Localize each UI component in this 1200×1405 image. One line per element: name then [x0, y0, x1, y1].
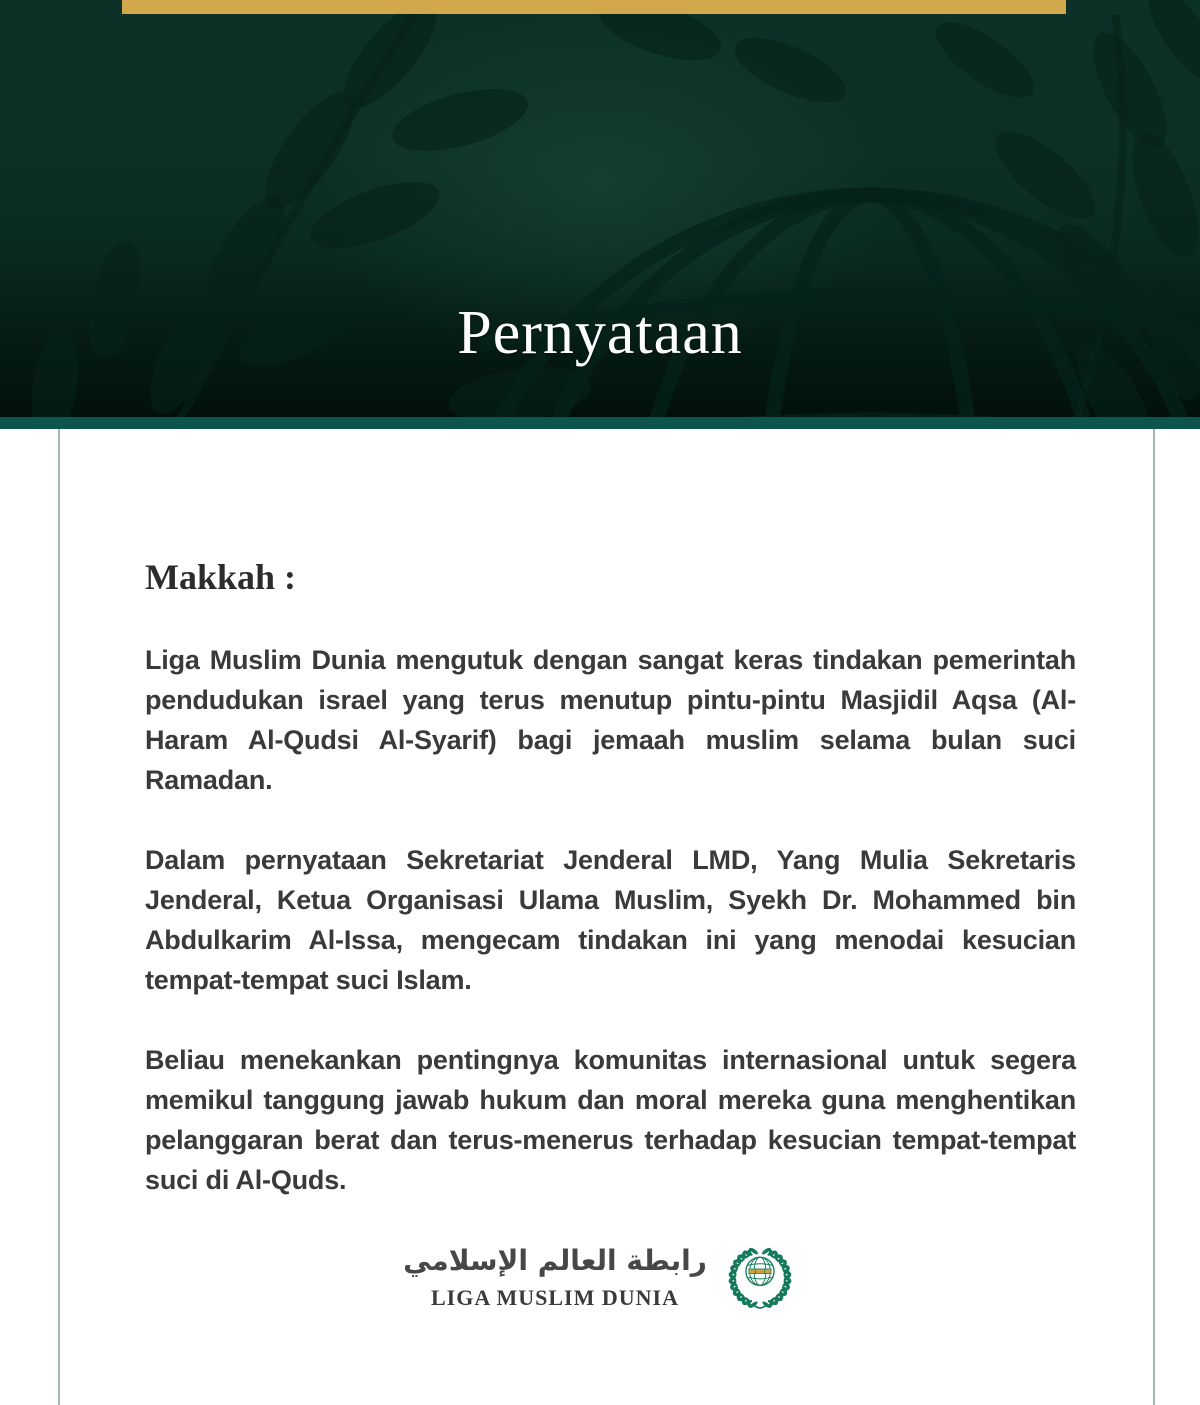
mwl-wreath-globe-emblem-icon	[723, 1238, 797, 1312]
gold-accent-bar	[122, 0, 1066, 14]
banner-title: Pernyataan	[457, 299, 743, 367]
organization-logo-text	[403, 1239, 707, 1312]
statement-body	[59, 429, 1154, 1240]
header-banner	[0, 0, 1200, 417]
organization-logo	[0, 1238, 1200, 1312]
logo-latin-name: LIGA MUSLIM DUNIA	[430, 1285, 679, 1311]
teal-divider-band	[0, 417, 1200, 429]
logo-arabic-name: رابطة العالم الإسلامي	[403, 1243, 707, 1277]
dateline-heading: Makkah :	[145, 557, 297, 597]
statement-paragraph-2: Dalam pernyataan Sekretariat Jenderal LMD, Yang Mulia Sekretaris Jenderal, Ketua Organisasi Ulama Muslim, Syekh Dr. Mohammed bin Abdulkarim Al-Issa, mengecam tindakan ini yang menodai kesucian tempat-tempat suci Islam.	[145, 845, 1076, 995]
statement-paragraph-1: Liga Muslim Dunia mengutuk dengan sangat keras tindakan pemerintah pendudukan israel yang terus menutup pintu-pintu Masjidil Aqsa (Al-Haram Al-Qudsi Al-Syarif) bagi jemaah muslim selama bulan suci Ramadan.	[145, 645, 1076, 795]
statement-paragraph-3: Beliau menekankan pentingnya komunitas internasional untuk segera memikul tanggung jawab hukum dan moral mereka guna menghentikan pelanggaran berat dan terus-menerus terhadap kesucian tempat-tempat suci di Al-Quds.	[145, 1045, 1076, 1195]
